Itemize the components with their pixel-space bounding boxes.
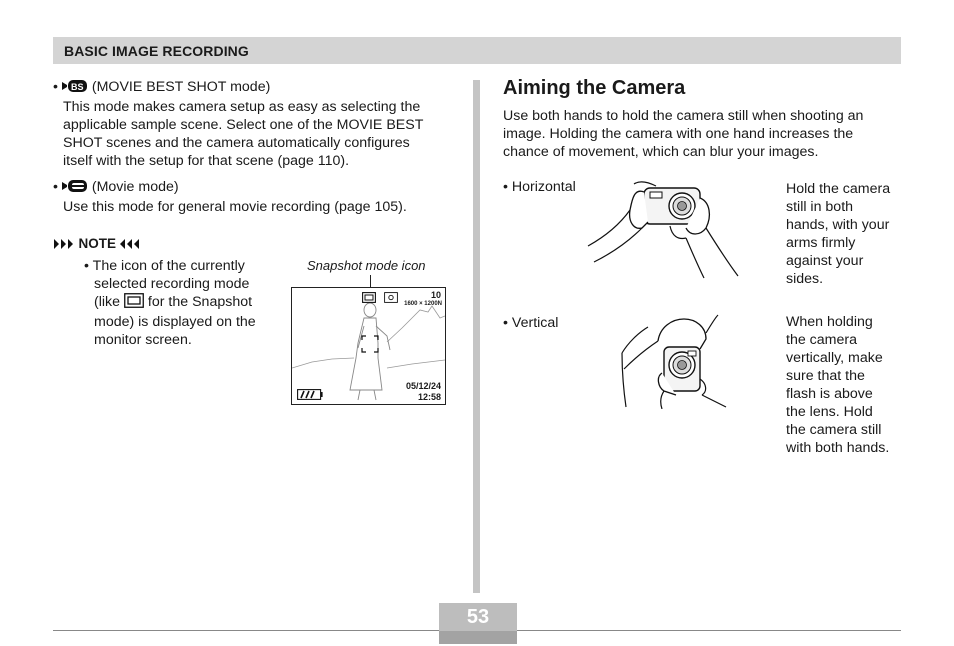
- note-line: mode) is displayed on the: [94, 314, 256, 330]
- bullet-movie-best-shot: [53, 78, 423, 170]
- vertical-desc-line: flash is above: [786, 386, 873, 402]
- page-number-badge: [439, 603, 517, 644]
- focus-mode-icon: [384, 292, 398, 303]
- screen-snapshot-icon: [362, 292, 376, 303]
- movie-mode-icon: [62, 179, 88, 198]
- vertical-desc-line: with both hands.: [786, 440, 890, 456]
- note-line: monitor screen.: [94, 332, 192, 348]
- vertical-desc-line: the camera: [786, 332, 857, 348]
- note-line: selected recording mode: [94, 276, 250, 292]
- date-display: 05/12/24: [405, 381, 441, 391]
- horizontal-desc-line: still in both: [786, 199, 854, 215]
- bullet2-title: (Movie mode): [91, 179, 179, 195]
- remaining-shots: 10: [430, 290, 441, 300]
- time-display: 12:58: [417, 392, 441, 402]
- bullet2-line: Use this mode for general movie recording (page 105).: [63, 199, 407, 215]
- bullet1-line: applicable sample scene. Select one of the MOVIE BEST: [63, 117, 424, 133]
- note-left-arrows-icon: [54, 237, 74, 255]
- page-title: Aiming the Camera: [503, 77, 686, 99]
- vertical-description: [786, 313, 889, 457]
- bullet-dot: •: [53, 79, 62, 95]
- date-time-readout: [406, 381, 441, 403]
- vertical-desc-line: vertically, make: [786, 350, 883, 366]
- vertical-desc-line: When holding: [786, 314, 873, 330]
- vertical-hold-illustration: [618, 313, 730, 409]
- horizontal-desc-line: against your: [786, 253, 864, 269]
- note-line: The icon of the currently: [92, 258, 245, 274]
- note-line: for the Snapshot: [147, 294, 253, 310]
- vertical-desc-line: the camera still: [786, 422, 882, 438]
- intro-line: Use both hands to hold the camera still when shooting an: [503, 108, 864, 124]
- horizontal-hold-illustration: [586, 178, 742, 280]
- horizontal-desc-line: arms firmly: [786, 235, 856, 251]
- monitor-screen-illustration: [291, 287, 446, 405]
- horizontal-desc-line: Hold the camera: [786, 181, 891, 197]
- page-number: 53: [466, 606, 490, 628]
- bullet1-line: itself with the setup for that scene (page 110).: [63, 153, 350, 169]
- column-divider: [473, 80, 480, 593]
- section-header: [53, 37, 901, 64]
- bullet1-title: (MOVIE BEST SHOT mode): [91, 79, 271, 95]
- battery-icon: [297, 389, 323, 400]
- vertical-desc-line: sure that the: [786, 368, 865, 384]
- note-line: (like: [94, 294, 121, 310]
- bullet1-line: SHOT scenes and the camera automatically configures: [63, 135, 410, 151]
- lcd-caption: Snapshot mode icon: [307, 258, 426, 273]
- svg-text:BS: BS: [70, 82, 84, 92]
- bullet1-line: This mode makes camera setup as easy as selecting the: [63, 99, 421, 115]
- bullet-dot: •: [53, 179, 62, 195]
- note-right-arrows-icon: [120, 237, 140, 255]
- note-heading: [54, 235, 140, 255]
- intro-line: image. Holding the camera with one hand increases the: [503, 126, 854, 142]
- horizontal-description: [786, 180, 890, 288]
- horizontal-desc-line: sides.: [786, 271, 824, 287]
- intro-line: chance of movement, which can blur your images.: [503, 144, 819, 160]
- note-label: NOTE: [78, 236, 116, 251]
- section-title: BASIC IMAGE RECORDING: [64, 43, 249, 59]
- movie-best-shot-icon: [62, 79, 88, 98]
- snapshot-mode-icon: [124, 293, 144, 313]
- bullet-dot: •: [84, 258, 93, 274]
- image-size: 1600 × 1200N: [404, 301, 442, 307]
- horizontal-label: • Horizontal: [503, 179, 576, 195]
- intro-paragraph: [503, 107, 863, 161]
- vertical-label: • Vertical: [503, 315, 559, 331]
- vertical-desc-line: the lens. Hold: [786, 404, 873, 420]
- bullet-movie-mode: [53, 178, 407, 216]
- horizontal-desc-line: hands, with your: [786, 217, 890, 233]
- note-body: [84, 257, 256, 349]
